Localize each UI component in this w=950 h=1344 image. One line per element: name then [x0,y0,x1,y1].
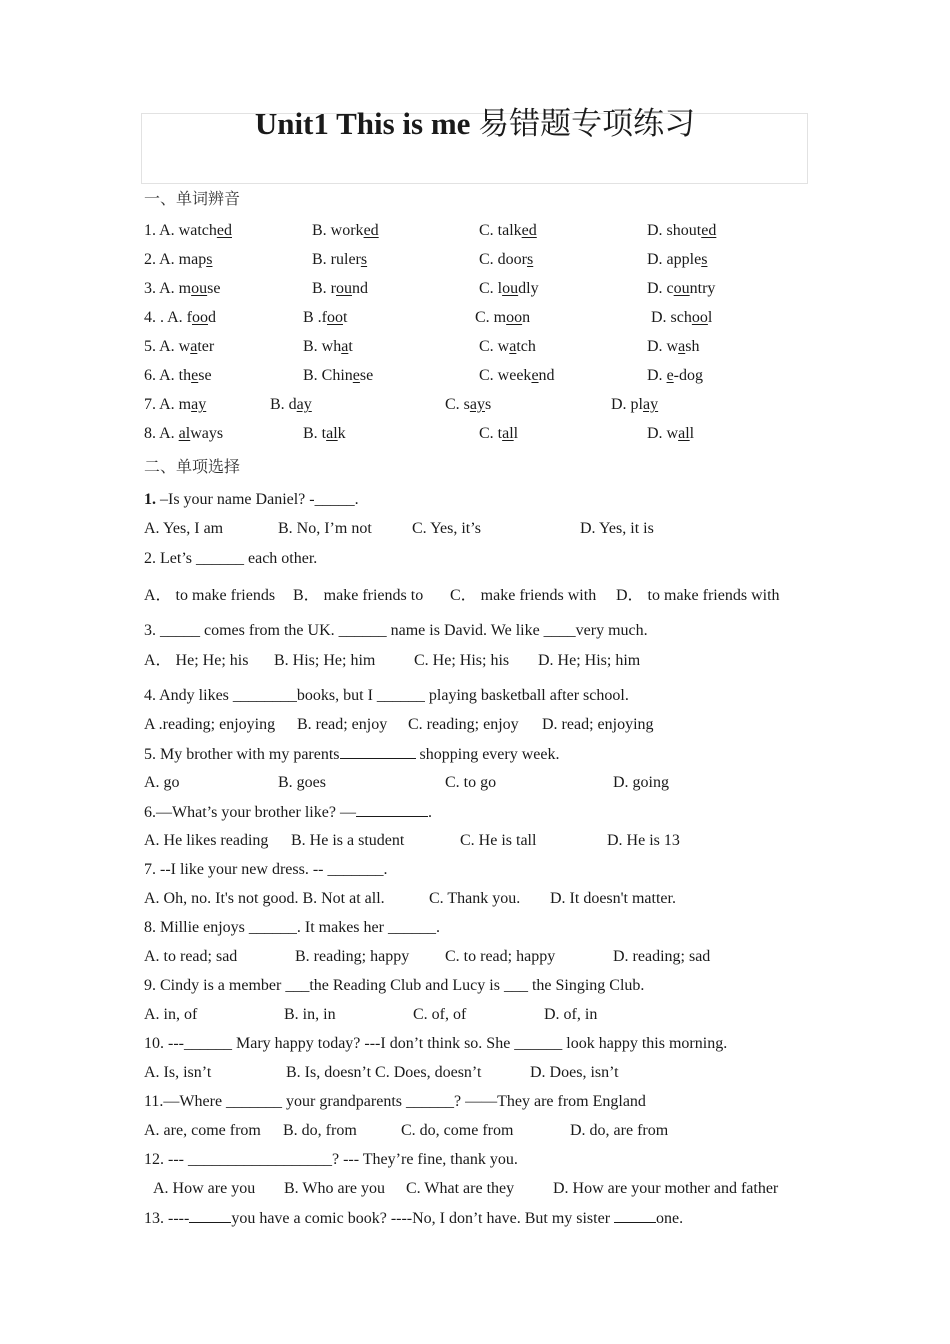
answer-blank [614,1208,656,1223]
question-text: –Is your name Daniel? -_____. [156,491,359,508]
option-d: D. country [647,280,716,297]
option-d: D. Does, isn’t [530,1064,619,1081]
option-b: B. Is, doesn’t C. Does, doesn’t [286,1064,482,1081]
option-c: C. weekend [479,367,555,384]
underlined-letters: ou [336,280,352,297]
option-a: 5. A. water [144,338,215,355]
option-a: 1. A. watched [144,222,232,239]
question-6 [144,802,432,823]
option-a: 4. . A. food [144,309,216,326]
underlined-letters: ay [296,396,312,413]
option-d: D. How are your mother and father [553,1180,779,1197]
question-4: 4. Andy likes ________books, but I ______ playing basketball after school. [144,687,629,704]
title-english: Unit1 This is me [254,106,471,141]
underlined-letters: ou [191,280,208,297]
underlined-letters: al [326,425,338,442]
underlined-letters: a [678,338,686,355]
underlined-letters: oo [691,309,708,326]
option-a: A． to make friends [144,587,276,604]
answer-blank [189,1208,231,1223]
question-text-end: one. [656,1210,684,1227]
option-b: B. No, I’m not [278,520,372,537]
underlined-letters: s [360,251,368,268]
option-c: C. to go [445,774,497,791]
option-a: A. are, come from [144,1122,261,1139]
underlined-letters: oo [327,309,343,326]
option-d: D. Yes, it is [580,520,654,537]
question-11: 11.—Where _______ your grandparents ______? ——They are from England [144,1093,646,1110]
option-d: D. apples [647,251,708,268]
option-d: D. read; enjoying [542,716,654,733]
option-b: B. His; He; him [274,652,376,669]
option-c: C. What are they [406,1180,515,1197]
underlined-letters: ed [521,222,537,239]
option-d: D. e-dog [647,367,703,384]
option-d: D. do, are from [570,1122,669,1139]
underlined-letters: ay [643,396,659,413]
option-c: C. says [445,396,492,413]
underlined-letters: al [678,425,690,442]
option-a: A. to read; sad [144,948,238,965]
option-d: D. of, in [544,1006,598,1023]
option-a: A. Is, isn’t [144,1064,212,1081]
underlined-letters: ou [673,280,690,297]
page-title [0,104,950,144]
option-d: D. reading; sad [613,948,711,965]
option-b: B. goes [278,774,326,791]
underlined-letters: s [527,251,534,268]
option-b: B. Who are you [284,1180,386,1197]
option-a: A. in, of [144,1006,198,1023]
option-c: C. Yes, it’s [412,520,481,537]
option-b: B .foot [303,309,348,326]
question-text: 5. My brother with my parents [144,746,340,763]
option-a: A. How are you [153,1180,256,1197]
underlined-letters: a [509,338,517,355]
option-a: 3. A. mouse [144,280,221,297]
option-c: C. loudly [479,280,539,297]
answer-blank [356,802,428,817]
question-text: 6.—What’s your brother like? — [144,804,356,821]
option-c: C. of, of [413,1006,467,1023]
option-a: 6. A. these [144,367,212,384]
underlined-letters: oo [506,309,523,326]
question-text: 13. ---- [144,1210,190,1227]
option-c: C. tall [479,425,519,442]
underlined-letters: ay [191,396,207,413]
question-text-mid: you have a comic book? ----No, I don’t have. But my sister [231,1210,615,1227]
question-12: 12. --- __________________? --- They’re fine, thank you. [144,1151,518,1168]
option-c: C. do, come from [401,1122,514,1139]
option-d: D. play [611,396,659,413]
underlined-letters: ou [502,280,519,297]
option-c: C. to read; happy [445,948,556,965]
question-text-end: shopping every week. [415,746,560,763]
underlined-letters: ay [469,396,486,413]
underlined-letters: ed [701,222,717,239]
question-10: 10. ---______ Mary happy today? ---I don’t think so. She ______ look happy this morning. [144,1035,728,1052]
underlined-letters: a [190,338,198,355]
option-b: B. reading; happy [295,948,410,965]
underlined-letters: e [531,367,539,384]
option-a: A. He likes reading [144,832,269,849]
underlined-letters: s [206,251,213,268]
option-b: B. what [303,338,353,355]
title-chinese: 易错题专项练习 [478,106,696,141]
section-heading-choice: 二、单项选择 [144,459,241,476]
option-b: B. round [312,280,368,297]
option-a: A. go [144,774,180,791]
option-a: 8. A. always [144,425,224,442]
option-c: C. reading; enjoy [408,716,519,733]
option-a: 7. A. may [144,396,207,413]
option-d: D. school [651,309,713,326]
option-d: D． to make friends with [616,587,780,604]
question-5 [144,744,560,765]
option-b: B. rulers [312,251,368,268]
underlined-letters: al [502,425,514,442]
option-b: B. talk [303,425,346,442]
underlined-letters: e [352,367,360,384]
question-number: 1. [144,491,156,508]
option-c: C. watch [479,338,536,355]
question-9: 9. Cindy is a member ___the Reading Club and Lucy is ___ the Singing Club. [144,977,645,994]
underlined-letters: oo [192,309,208,326]
option-d: D. wall [647,425,695,442]
option-c: C. He is tall [460,832,537,849]
option-c: C. He; His; his [414,652,510,669]
option-b: B. He is a student [291,832,405,849]
underlined-letters: s [701,251,708,268]
option-c: C． make friends with [450,587,597,604]
option-a: A. Yes, I am [144,520,224,537]
option-a: A. Oh, no. It's not good. B. Not at all. [144,890,385,907]
underlined-letters: a [341,338,349,355]
option-b: B. Chinese [303,367,374,384]
option-c: C. Thank you. [429,890,521,907]
option-b: B. in, in [284,1006,336,1023]
option-b: B. day [270,396,312,413]
option-c: C. moon [475,309,531,326]
option-c: C. talked [479,222,537,239]
option-b: B． make friends to [293,587,424,604]
option-d: D. wash [647,338,700,355]
option-b: B. do, from [283,1122,357,1139]
section-heading-phonetics: 一、单词辨音 [144,191,241,208]
option-d: D. shouted [647,222,717,239]
question-3: 3. _____ comes from the UK. ______ name is David. We like ____very much. [144,622,648,639]
question-text-end: . [427,804,432,821]
option-d: D. It doesn't matter. [550,890,676,907]
answer-blank [340,744,416,759]
underlined-letters: al [178,425,191,442]
option-d: D. He is 13 [607,832,680,849]
option-c: C. doors [479,251,534,268]
underlined-letters: e [191,367,199,384]
underlined-letters: e [666,367,674,384]
option-b: B. read; enjoy [297,716,388,733]
underlined-letters: ed [216,222,232,239]
question-8: 8. Millie enjoys ______. It makes her ______. [144,919,440,936]
option-b: B. worked [312,222,379,239]
option-a: 2. A. maps [144,251,213,268]
option-d: D. He; His; him [538,652,641,669]
option-d: D. going [613,774,669,791]
option-a: A． He; He; his [144,652,249,669]
question-7: 7. --I like your new dress. -- _______. [144,861,388,878]
option-a: A .reading; enjoying [144,716,276,733]
question-13 [144,1208,683,1229]
question-1 [144,490,359,510]
question-2: 2. Let’s ______ each other. [144,550,318,567]
underlined-letters: ed [363,222,379,239]
